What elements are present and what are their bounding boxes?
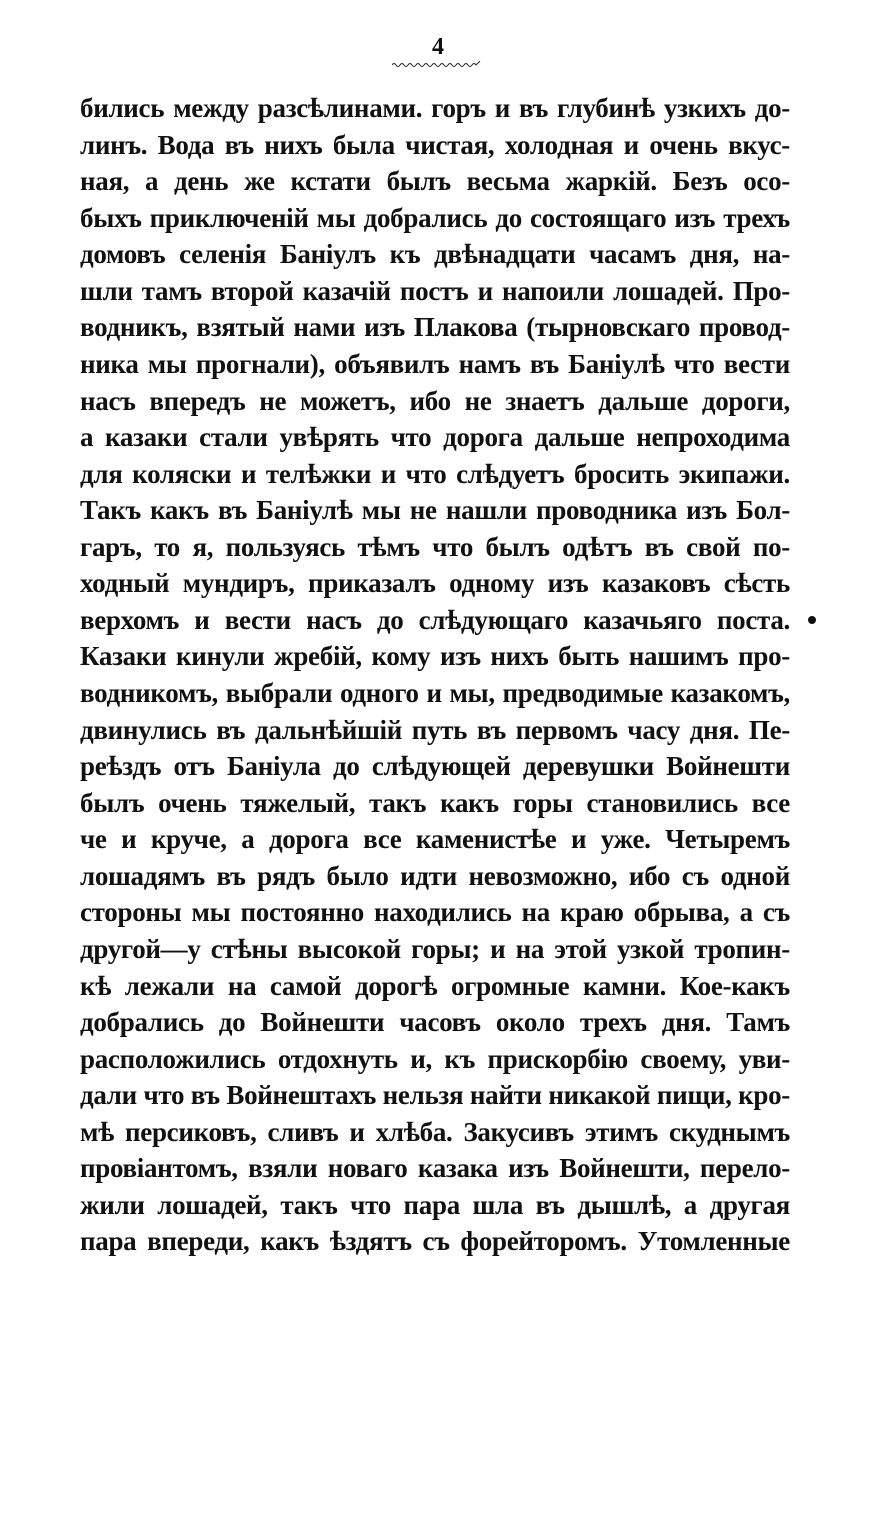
text-line: стороны мы постоянно находились на краю обрыва, а съ (80, 897, 790, 928)
text-line: домовъ селенія Баніулъ къ двѣнадцати часамъ дня, на- (80, 239, 790, 270)
text-line: верхомъ и вести насъ до слѣдующаго казачьяго поста. (80, 604, 790, 635)
text-line: Казаки кинули жребій, кому изъ нихъ быть нашимъ про- (80, 641, 790, 672)
margin-dot (808, 616, 816, 624)
text-line: ходный мундиръ, приказалъ одному изъ казаковъ сѣсть (80, 568, 790, 599)
text-line: дали что въ Войнештахъ нельзя найти никакой пищи, кро- (80, 1080, 790, 1111)
text-line: водникомъ, выбрали одного и мы, предводимые казакомъ, (80, 678, 790, 708)
text-line: че и круче, а дорога все каменистѣе и уже. Четыремъ (80, 824, 790, 855)
text-line: линъ. Вода въ нихъ была чистая, холодная и очень вкус- (80, 129, 790, 160)
text-line: Такъ какъ въ Баніулѣ мы не нашли проводника изъ Бол- (80, 495, 790, 526)
text-line: реѣздъ отъ Баніула до слѣдующей деревушки Войнешти (80, 751, 790, 782)
text-line: пара впереди, какъ ѣздятъ съ форейторомъ. Утомленные (80, 1226, 790, 1257)
text-line: ная, а день же кстати былъ весьма жаркій. Безъ осо- (80, 166, 790, 197)
text-line: насъ впередъ не можетъ, ибо не знаетъ дальше дороги, (80, 385, 790, 416)
text-line: добрались до Войнешти часовъ около трехъ дня. Тамъ (80, 1007, 790, 1038)
text-line: провіантомъ, взяли новаго казака изъ Войнешти, перело- (80, 1153, 790, 1184)
text-line: мѣ персиковъ, сливъ и хлѣба. Закусивъ этимъ скуднымъ (80, 1116, 790, 1147)
text-line: другой—у стѣны высокой горы; и на этой узкой тропин- (80, 933, 790, 964)
text-line: водникъ, взятый нами изъ Плакова (тырновскаго провод- (80, 312, 790, 343)
text-line: расположились отдохнуть и, къ прискорбію своему, уви- (80, 1043, 790, 1074)
text-line: гаръ, то я, пользуясь тѣмъ что былъ одѣтъ въ свой по- (80, 531, 790, 562)
text-line: а казаки стали увѣрять что дорога дальше непроходима (80, 422, 790, 453)
text-line: бились между разсѣлинами. горъ и въ глубинѣ узкихъ до- (80, 93, 790, 123)
text-line: двинулись въ дальнѣйшій путь въ первомъ часу дня. Пе- (80, 714, 790, 745)
text-line: быхъ приключеній мы добрались до состоящаго изъ трехъ (80, 202, 790, 233)
page-number: 4 (432, 34, 444, 60)
decorative-wave-rule (392, 60, 482, 68)
text-line: шли тамъ второй казачій постъ и напоили лошадей. Про- (80, 275, 790, 306)
body-text (80, 90, 790, 1260)
text-line: для коляски и телѣжки и что слѣдуетъ бросить экипажи. (80, 458, 790, 489)
text-line: ника мы прогнали), объявилъ намъ въ Баніулѣ что вести (80, 348, 790, 379)
text-line: лошадямъ въ рядъ было идти невозможно, ибо съ одной (80, 860, 790, 891)
text-line: жили лошадей, такъ что пара шла въ дышлѣ, а другая (80, 1189, 790, 1220)
text-line: кѣ лежали на самой дорогѣ огромные камни. Кое-какъ (80, 970, 790, 1001)
text-line: былъ очень тяжелый, такъ какъ горы становились все (80, 787, 790, 818)
